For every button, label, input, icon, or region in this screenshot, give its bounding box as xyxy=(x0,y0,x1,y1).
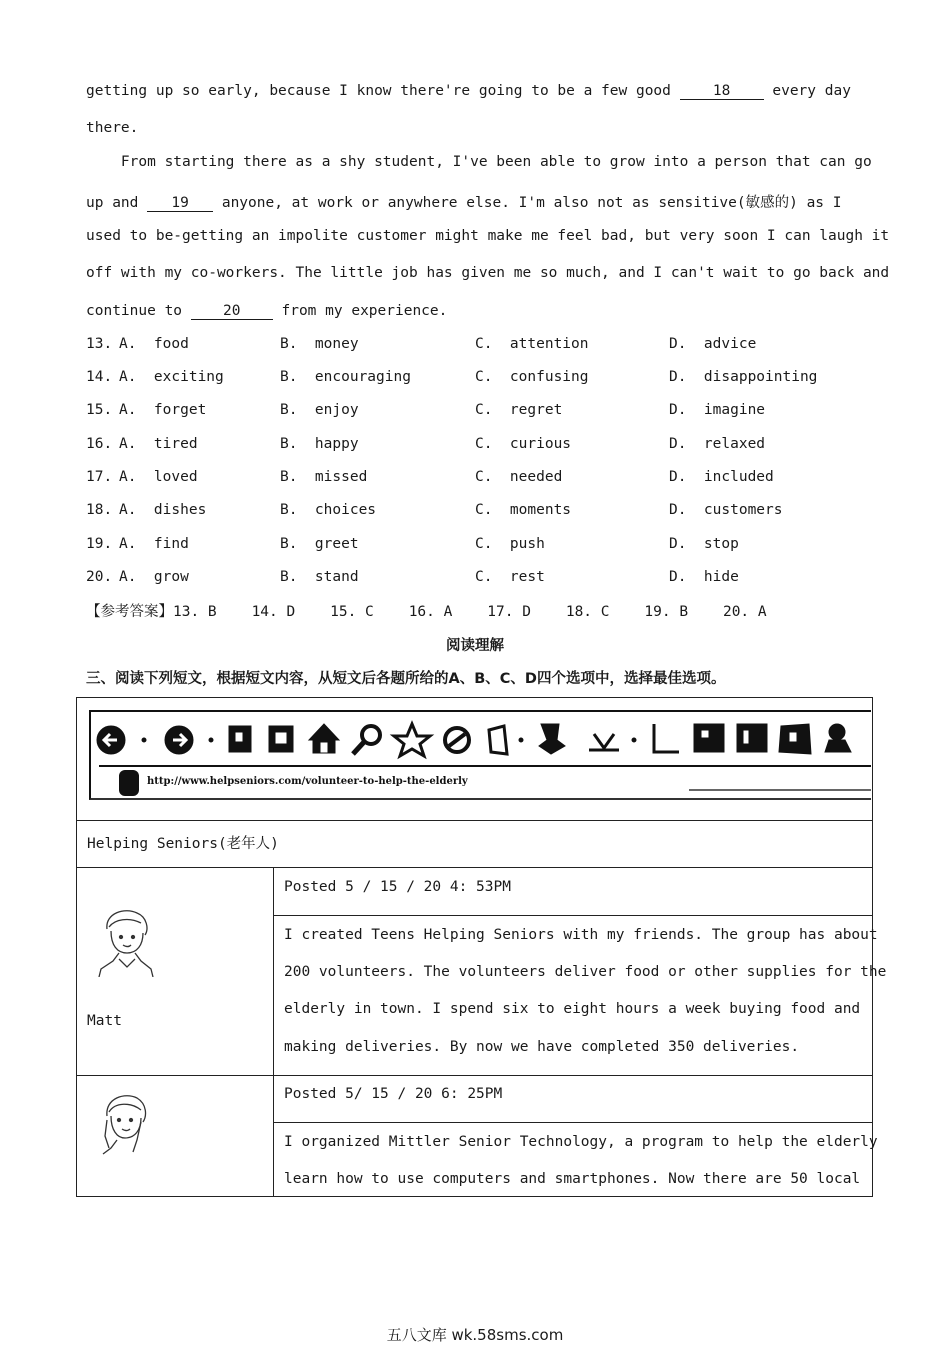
option-a: A. forget xyxy=(119,402,207,418)
browser-screenshot xyxy=(89,710,871,802)
table-row-divider xyxy=(77,867,872,868)
table-row-divider xyxy=(77,1075,872,1076)
option-c: C. push xyxy=(475,536,545,552)
passage-line: up and 19 anyone, at work or anywhere else. I'm also not as sensitive(敏感的) as I xyxy=(86,195,842,211)
option-a: A. exciting xyxy=(119,369,224,385)
passage-line: off with my co-workers. The little job has given me so much, and I can't wait to go back and xyxy=(86,265,890,281)
question-number: 15. xyxy=(86,402,113,418)
answer-key-label: 【参考答案】 xyxy=(86,604,173,620)
post-line: I created Teens Helping Seniors with my friends. The group has about xyxy=(284,927,878,943)
bookmark-icon xyxy=(654,724,679,752)
option-d: D. customers xyxy=(669,502,783,518)
option-d: D. imagine xyxy=(669,402,766,418)
page-icon xyxy=(229,726,251,752)
passage-line: there. xyxy=(86,120,139,136)
passage-line: getting up so early, because I know there're going to be a few good 18 every day xyxy=(86,83,851,99)
table-row-divider xyxy=(274,915,872,916)
option-d: D. stop xyxy=(669,536,739,552)
option-d: D. included xyxy=(669,469,774,485)
option-d: D. hide xyxy=(669,569,739,585)
post-timestamp: Posted 5/ 15 / 20 6: 25PM xyxy=(284,1086,503,1102)
refresh-icon xyxy=(445,728,469,752)
browser-toolbar xyxy=(89,710,871,802)
address-bar[interactable]: http://www.helpseniors.com/volunteer-to-help-the-elderly xyxy=(147,776,468,787)
question-number: 19. xyxy=(86,536,113,552)
option-b: B. choices xyxy=(280,502,377,518)
forward-icon xyxy=(165,726,193,754)
option-c: C. confusing xyxy=(475,369,589,385)
option-c: C. regret xyxy=(475,402,563,418)
footer-watermark: 五八文库 wk.58sms.com xyxy=(386,1326,564,1344)
option-b: B. encouraging xyxy=(280,369,411,385)
section-instruction: 三、阅读下列短文，根据短文内容，从短文后各题所给的A、B、C、D四个选项中，选择最佳选项。 xyxy=(86,671,726,687)
passage-line: From starting there as a shy student, I've been able to grow into a person that can go xyxy=(86,154,872,170)
blank-20: 20 xyxy=(191,303,273,320)
avatar xyxy=(95,905,155,977)
table-row-divider xyxy=(274,1122,872,1123)
post-line: making deliveries. By now we have completed 350 deliveries. xyxy=(284,1039,800,1055)
question-number: 16. xyxy=(86,436,113,452)
option-a: A. find xyxy=(119,536,189,552)
table-title: Helping Seniors(老年人) xyxy=(87,836,279,852)
option-c: C. needed xyxy=(475,469,563,485)
question-number: 17. xyxy=(86,469,113,485)
option-b: B. money xyxy=(280,336,359,352)
question-number: 13. xyxy=(86,336,113,352)
passage-line: used to be-getting an impolite customer might make me feel bad, but very soon I can laugh it xyxy=(86,228,890,244)
user-icon xyxy=(825,724,851,752)
post-line: 200 volunteers. The volunteers deliver food or other supplies for the xyxy=(284,964,887,980)
table-row-divider xyxy=(77,820,872,821)
option-b: B. greet xyxy=(280,536,359,552)
section-heading: 阅读理解 xyxy=(446,638,504,654)
option-a: A. food xyxy=(119,336,189,352)
answer-key-text: 13. B 14. D 15. C 16. A 17. D 18. C 19. B 20. A xyxy=(173,604,767,620)
option-c: C. curious xyxy=(475,436,572,452)
download-icon xyxy=(589,734,619,750)
option-d: D. relaxed xyxy=(669,436,766,452)
share-icon xyxy=(489,726,523,754)
message-icon xyxy=(694,724,724,752)
option-c: C. moments xyxy=(475,502,572,518)
question-number: 18. xyxy=(86,502,113,518)
edit-icon xyxy=(269,726,293,752)
avatar xyxy=(97,1090,153,1156)
forum-table xyxy=(76,697,887,1197)
option-a: A. loved xyxy=(119,469,198,485)
blank-19: 19 xyxy=(147,195,213,212)
home-icon xyxy=(309,724,339,753)
question-number: 20. xyxy=(86,569,113,585)
poster-name: Matt xyxy=(87,1013,122,1029)
option-b: B. missed xyxy=(280,469,368,485)
passage-line: continue to 20 from my experience. xyxy=(86,303,448,319)
calendar-icon xyxy=(737,724,767,752)
search-icon xyxy=(353,726,380,754)
option-a: A. dishes xyxy=(119,502,207,518)
option-d: D. advice xyxy=(669,336,757,352)
settings-icon xyxy=(779,724,811,754)
option-a: A. grow xyxy=(119,569,189,585)
blank-18: 18 xyxy=(680,83,764,100)
option-a: A. tired xyxy=(119,436,198,452)
option-d: D. disappointing xyxy=(669,369,818,385)
table-column-divider xyxy=(273,867,274,1196)
option-c: C. attention xyxy=(475,336,589,352)
page-lock-icon xyxy=(119,770,139,796)
option-b: B. enjoy xyxy=(280,402,359,418)
post-line: I organized Mittler Senior Technology, a program to help the elderly xyxy=(284,1134,878,1150)
question-number: 14. xyxy=(86,369,113,385)
option-b: B. happy xyxy=(280,436,359,452)
option-c: C. rest xyxy=(475,569,545,585)
back-icon xyxy=(97,726,125,754)
post-timestamp: Posted 5 / 15 / 20 4: 53PM xyxy=(284,879,511,895)
option-b: B. stand xyxy=(280,569,359,585)
star-icon xyxy=(394,724,430,756)
print-icon xyxy=(539,724,565,754)
answer-key xyxy=(86,600,767,621)
post-line: elderly in town. I spend six to eight hours a week buying food and xyxy=(284,1001,861,1017)
post-line: learn how to use computers and smartphones. Now there are 50 local xyxy=(284,1171,861,1187)
